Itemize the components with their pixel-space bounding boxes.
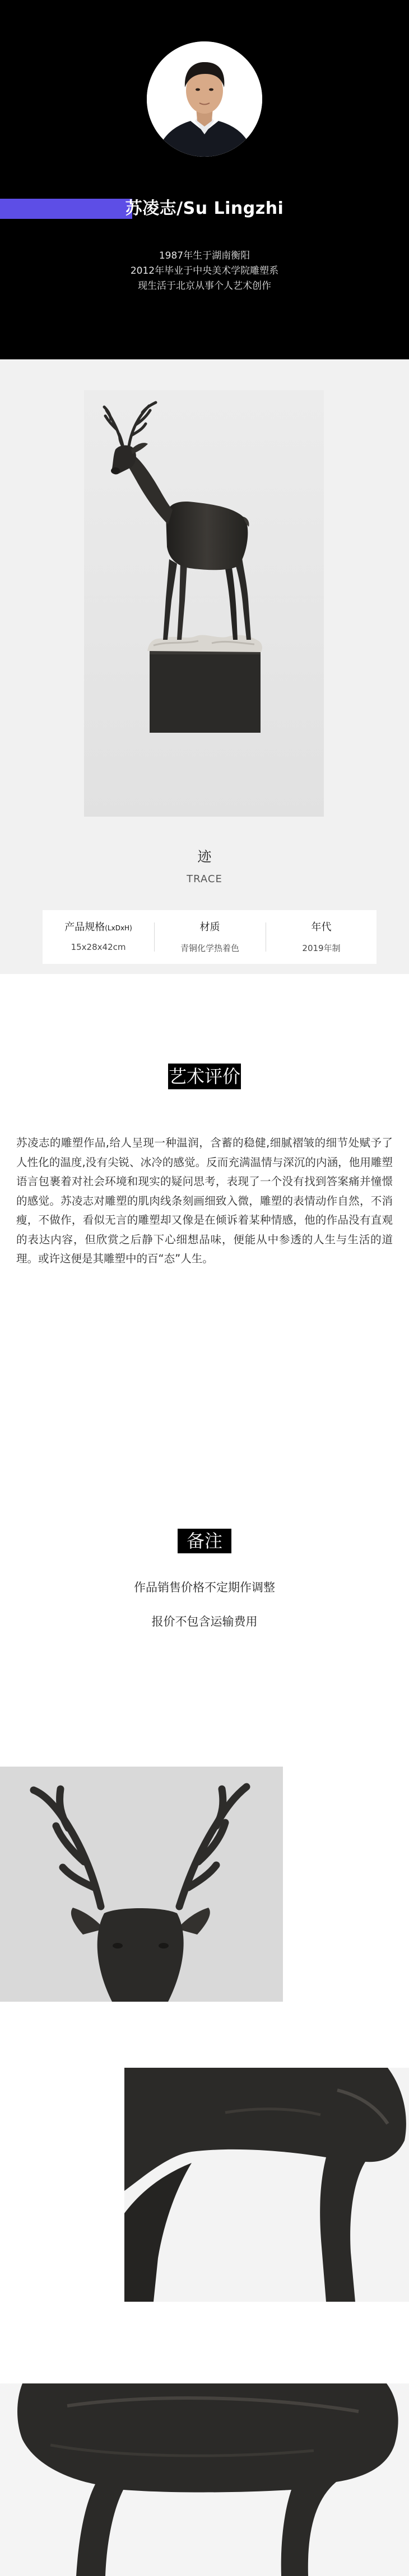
- spec-value: 青铜化学热着色: [180, 943, 239, 953]
- artist-bio: [0, 249, 409, 294]
- spec-label: 材质: [199, 921, 220, 933]
- detail-photo-head: [0, 1767, 283, 2002]
- bio-line: 1987年生于湖南衡阳: [159, 250, 250, 261]
- spec-material: [154, 910, 266, 964]
- work-title: 迹: [197, 849, 212, 865]
- spec-label-unit: (LxDxH): [105, 924, 132, 932]
- bio-line: 2012年毕业于中央美术学院雕塑系: [130, 265, 279, 277]
- bio-line: 现生活于北京从事个人艺术创作: [138, 280, 271, 292]
- artist-avatar: [147, 41, 262, 157]
- work-subtitle: TRACE: [187, 873, 222, 885]
- review-body: 苏凌志的雕塑作品,给人呈现一种温润，含蓄的稳健,细腻褶皱的细节处赋予了人性化的温度,没有尖锐、冰冷的感觉。反而充满温情与深沉的内涵，他用雕塑语言包裹着对社会环境和现实的疑问思考，表现了一个没有找到答案痛并憧憬的感觉。苏凌志对雕塑的肌肉线条刻画细致入微，雕塑的表情动作自然，不消瘦，不做作，看似无言的雕塑却又像是在倾诉着某种情感，他的作品没有直观的表达内容，但欣赏之后静下心细想品味，便能从中参透的人生与生活的道理。或许这便是其雕塑中的百“态”人生。: [16, 1136, 393, 1265]
- spec-year: [266, 910, 377, 964]
- spec-size: [43, 910, 154, 964]
- note-heading: 备注: [178, 1529, 231, 1553]
- artist-header: [0, 0, 409, 359]
- spec-label: 年代: [311, 921, 332, 933]
- note-line: 作品销售价格不定期作调整: [134, 1581, 275, 1594]
- spec-label: 产品规格: [64, 921, 105, 933]
- spec-table: [43, 910, 377, 964]
- detail-photo-torso: [0, 2383, 409, 2576]
- review-heading: 艺术评价: [168, 1064, 241, 1089]
- note-line: 报价不包含运输费用: [151, 1615, 258, 1628]
- detail-photo-body: [124, 2068, 409, 2302]
- spec-value: 15x28x42cm: [71, 942, 126, 952]
- portrait-image: [147, 41, 262, 157]
- sculpture-photo: [84, 390, 324, 817]
- artist-name: 苏凌志/Su Lingzhi: [125, 199, 284, 218]
- spec-value: 2019年制: [302, 943, 341, 953]
